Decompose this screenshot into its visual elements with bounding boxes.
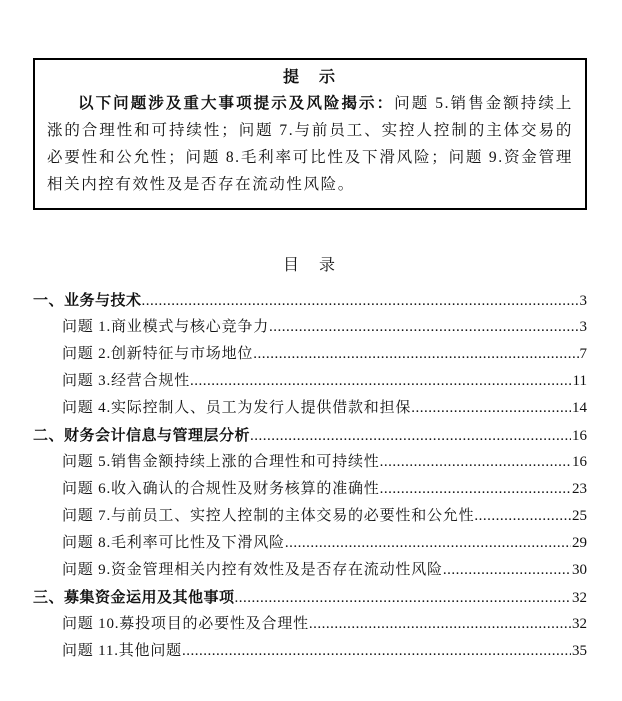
toc-entry-label: 问题 5.销售金额持续上涨的合理性和可持续性 [62,454,380,470]
toc-entry[interactable] [33,422,587,449]
toc-entry-label: 问题 2.创新特征与市场地位 [62,346,254,362]
toc-page-number: 25 [572,508,587,524]
toc-page-number: 16 [572,454,587,470]
toc-title: 目 录 [282,257,337,274]
notice-body-text: 问题 5.销售金额持续上涨的合理性和可持续性；问题 7.与前员工、实控人控制的主体交易的必要性和公允性；问题 8.毛利率可比性及下滑风险；问题 9.资金管理相关内控有效性及是否存在流动性风险。 [47,95,573,193]
toc-entry-label: 二、财务会计信息与管理层分析 [33,426,251,444]
toc-dot-leader [182,638,571,665]
toc-entry[interactable] [33,449,587,476]
toc-page-number: 3 [579,319,587,335]
toc-entry[interactable] [33,584,587,611]
toc-page-number: 35 [572,643,587,659]
toc-entry-label: 问题 4.实际控制人、员工为发行人提供借款和担保 [62,400,412,416]
toc-entry-label: 问题 1.商业模式与核心竞争力 [62,319,270,335]
toc-entry[interactable] [33,638,587,665]
toc-dot-leader [142,288,579,315]
notice-title: 提 示 [282,67,337,86]
notice-box [33,58,587,210]
toc-entry-label: 问题 6.收入确认的合规性及财务核算的准确性 [62,481,380,497]
toc-dot-leader [411,395,571,422]
toc-dot-leader [269,314,578,341]
toc-page-number: 23 [572,481,587,497]
toc-dot-leader [309,611,571,638]
notice-lead-bold: 以下问题涉及重大事项提示及风险揭示： [78,94,395,112]
toc-dot-leader [380,476,571,503]
toc-page-number: 16 [572,428,587,444]
toc-dot-leader [285,530,571,557]
toc-entry-label: 问题 10.募投项目的必要性及合理性 [62,616,309,632]
toc-page-number: 32 [572,616,587,632]
toc-entry-label: 一、业务与技术 [33,291,142,309]
toc-dot-leader [380,449,571,476]
toc-entry-label: 问题 3.经营合规性 [62,373,191,389]
toc-entry[interactable] [33,395,587,422]
toc-dot-leader [253,341,578,368]
toc-entry[interactable] [33,287,587,314]
notice-paragraph [47,90,573,198]
toc-entry-label: 问题 8.毛利率可比性及下滑风险 [62,535,285,551]
toc-page-number: 14 [572,400,587,416]
toc-page-number: 32 [572,590,587,606]
toc-entry[interactable] [33,341,587,368]
toc-dot-leader [190,368,572,395]
toc-entry[interactable] [33,611,587,638]
toc-entry-label: 问题 7.与前员工、实控人控制的主体交易的必要性和公允性 [62,508,475,524]
table-of-contents [33,255,587,665]
toc-dot-leader [235,585,571,612]
toc-page-number: 3 [579,293,587,309]
toc-entry[interactable] [33,368,587,395]
toc-page-number: 7 [579,346,587,362]
toc-page-number: 11 [572,373,587,389]
toc-entry-label: 问题 9.资金管理相关内控有效性及是否存在流动性风险 [62,562,443,578]
toc-page-number: 29 [572,535,587,551]
toc-entry[interactable] [33,314,587,341]
toc-entry-label: 问题 11.其他问题 [62,643,182,659]
toc-entry[interactable] [33,557,587,584]
toc-entry[interactable] [33,503,587,530]
toc-entry[interactable] [33,530,587,557]
toc-dot-leader [443,557,571,584]
toc-entry-label: 三、募集资金运用及其他事项 [33,588,235,606]
toc-dot-leader [474,503,571,530]
toc-dot-leader [250,423,571,450]
toc-entry[interactable] [33,476,587,503]
toc-page-number: 30 [572,562,587,578]
